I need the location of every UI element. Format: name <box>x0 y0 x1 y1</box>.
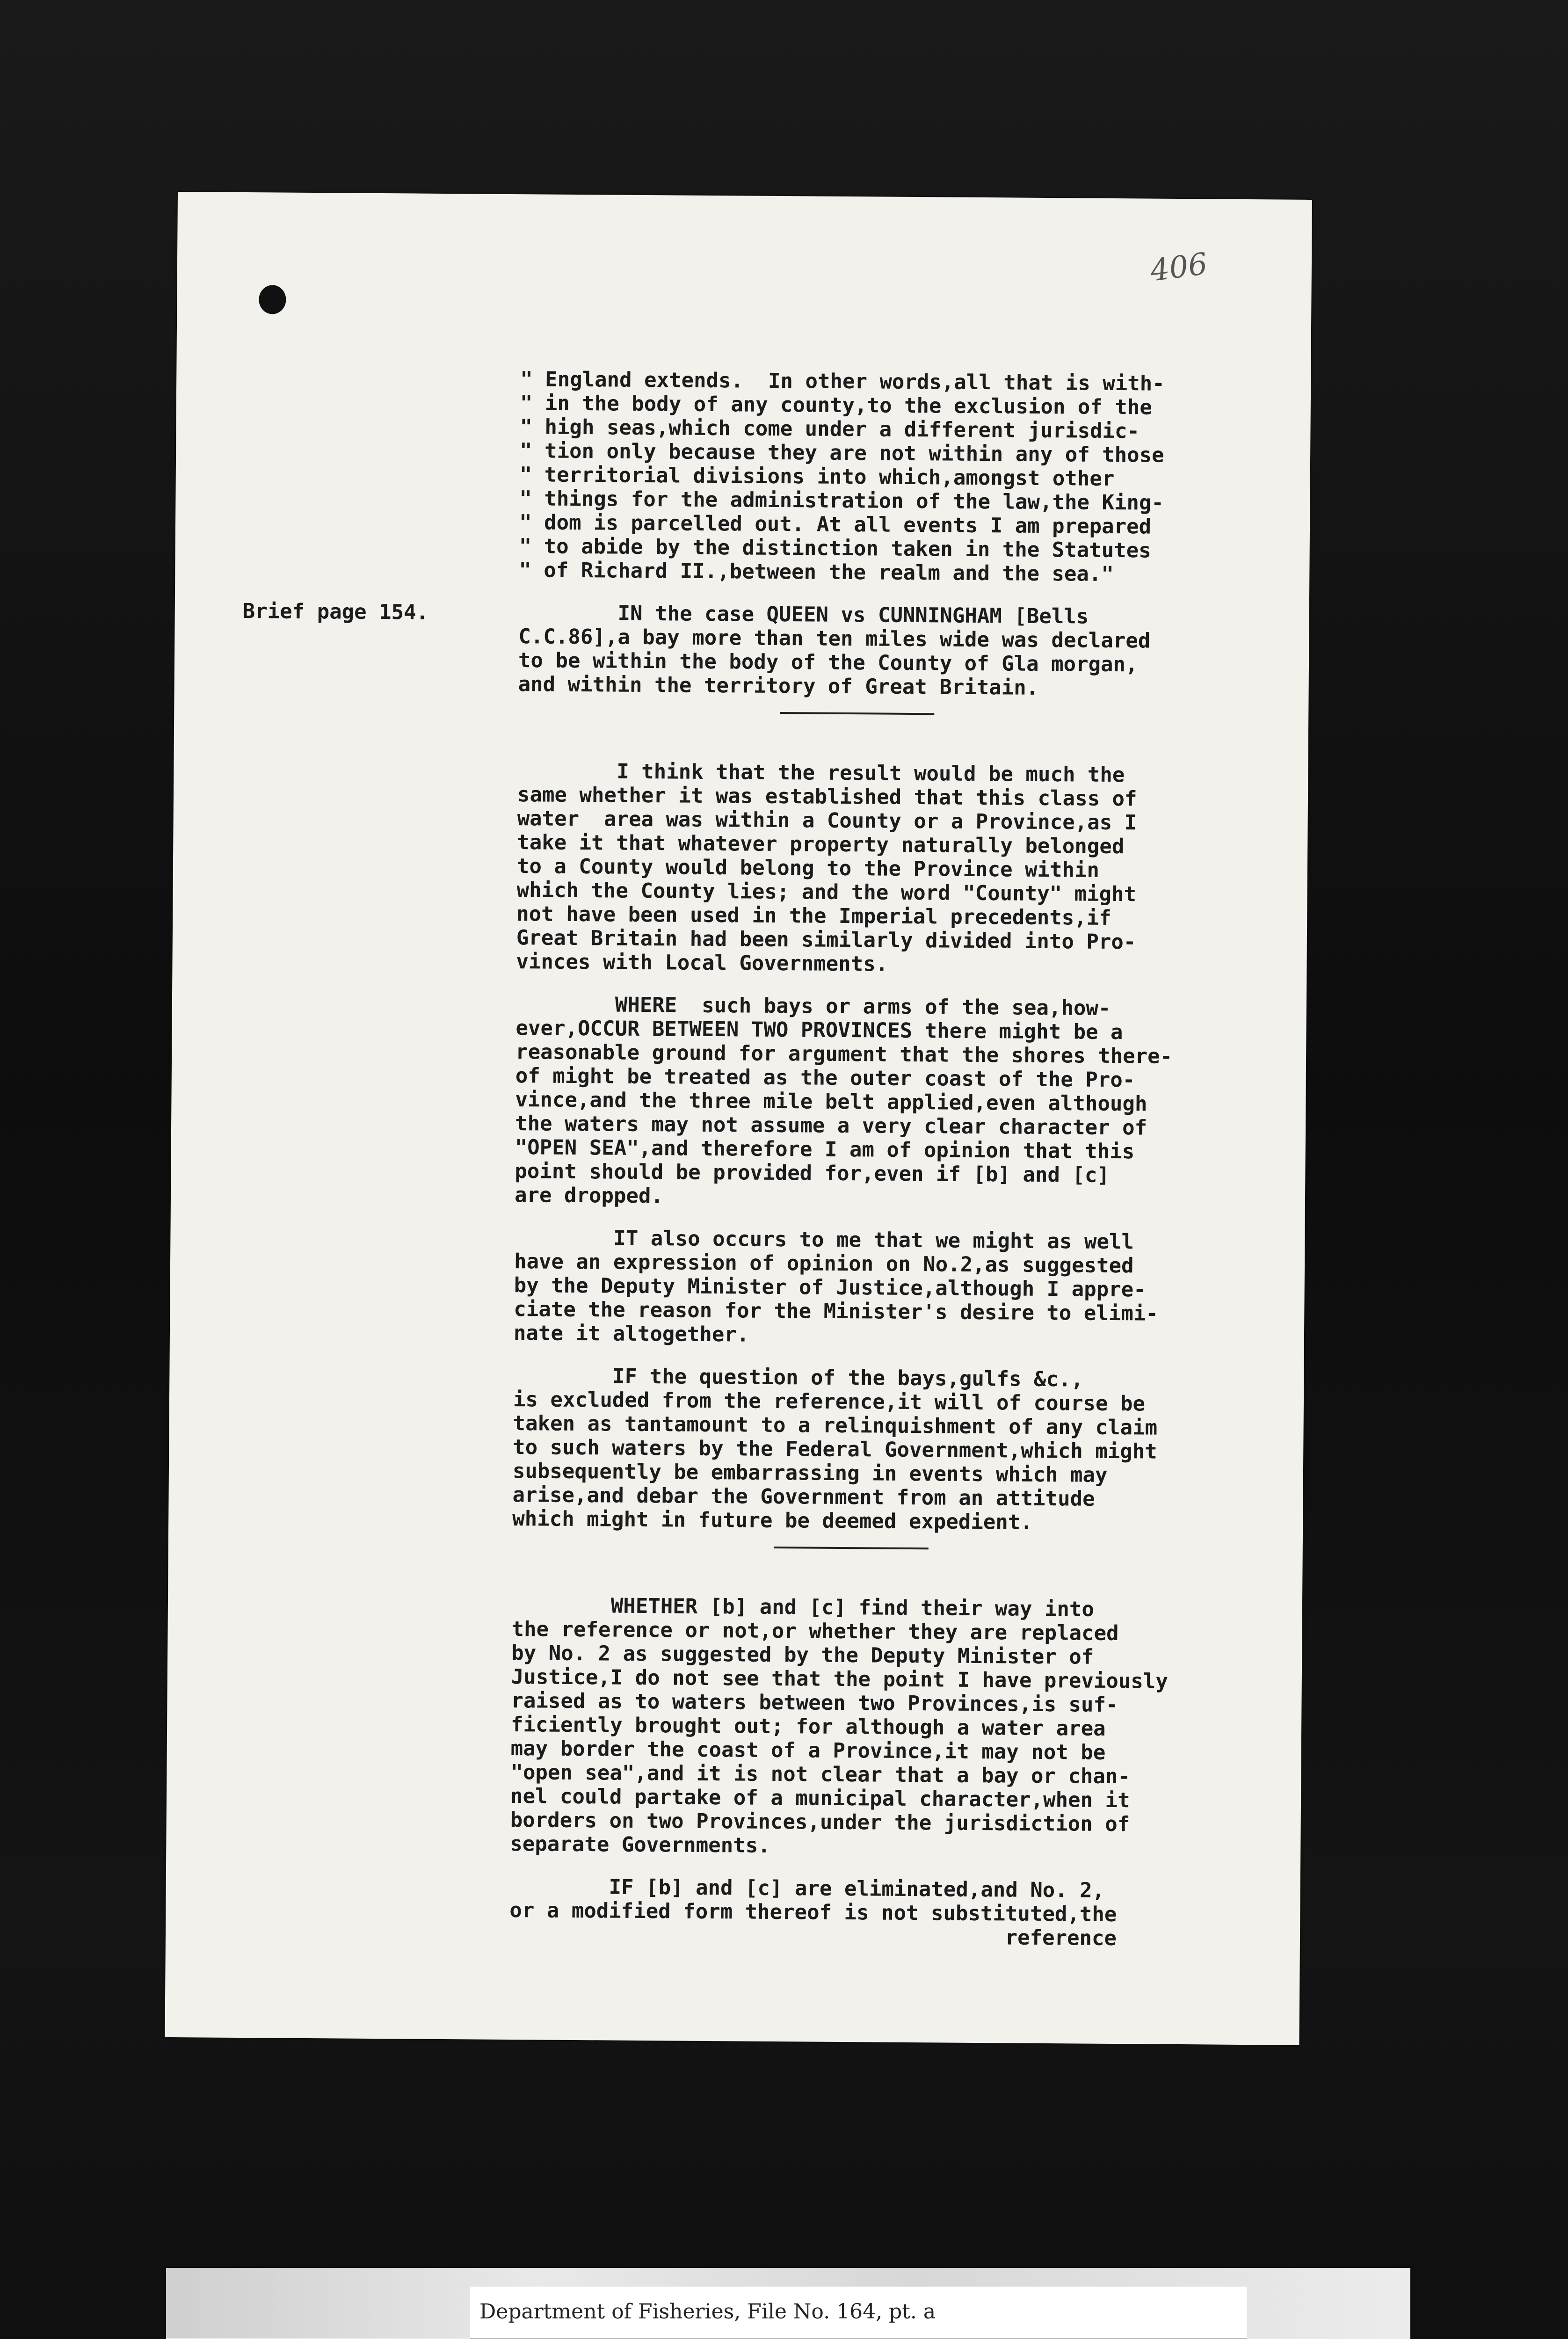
paragraph-bays: IF the question of the bays,gulfs &c., is excluded from the reference,it will of course be taken as tantamount to a relinquishment of any claim to such waters by the Federal Government,which might subsequently be embarrassing in events which may arise,and debar the Government from an attitude which might in future be deemed expedient. <box>512 1364 1158 1534</box>
document-page <box>165 192 1312 2045</box>
body-text <box>509 367 1269 1951</box>
paragraph-no2: IT also occurs to me that we might as well have an expression of opinion on No.2,as suggested by the Deputy Minister of Justice,although I appre- ciate the reason for the Minister's desire to elimi- nate it altogether. <box>513 1226 1158 1347</box>
punch-hole <box>259 285 286 314</box>
file-note: Department of Fisheries, File No. 164, pt. a <box>479 2300 936 2324</box>
archive-label <box>166 2268 1410 2339</box>
folio-number: 406 <box>1148 247 1210 289</box>
paragraph-if-eliminated: IF [b] and [c] are eliminated,and No. 2, or a modified form thereof is not substituted,the reference <box>509 1874 1117 1951</box>
paragraph-where: WHERE such bays or arms of the sea,how- ever,OCCUR BETWEEN TWO PROVINCES there might be a reasonable ground for argument that the shores there- of might be treated as the outer coast of the Pro- vince,and the three mile belt applied,even although the waters may not assume a very clear character of "OPEN SEA",and therefore I am of opinion that this point should be provided for,even if [b] and [c] are dropped. <box>514 992 1173 1208</box>
paragraph-cunningham: IN the case QUEEN vs CUNNINGHAM [Bells C.C.86],a bay more than ten miles wide was declared to be within the body of the County of Gla morgan, and within the territory of Great Britain. <box>518 601 1151 700</box>
paragraph-quote: " England extends. In other words,all that is with- " in the body of any county,to the exclusion of the " high seas,which come under a different jurisdic- " tion only because they are not within any of those " territorial divisions into which,amongst other " things for the administration of the law,the King- " dom is parcelled out. At all events I am prepared " to abide by the distinction taken in the Statutes " of Richard II.,between the realm and the sea." <box>519 367 1165 586</box>
paragraph-county-province: I think that the result would be much the same whether it was established that this class of water area was within a County or a Province,as I take it that whatever property naturally belonged to a County would belong to the Province within which the County lies; and the word "County" might not have been used in the Imperial precedents,if Great Britain had been similarly divided into Pro- vinces with Local Governments. <box>516 759 1137 976</box>
paragraph-whether: WHETHER [b] and [c] find their way into the reference or not,or whether they are replaced by No. 2 as suggested by the Deputy Minister of Justice,I do not see that the point I have previously raised as to waters between two Provinces,is suf- ficiently brought out; for although a water area may border the coast of a Province,it may not be "open sea",and it is not clear that a bay or chan- nel could partake of a municipal character,when it borders on two Provinces,under the jurisdiction of separate Governments. <box>510 1593 1168 1858</box>
margin-note: Brief page 154. <box>242 599 429 625</box>
